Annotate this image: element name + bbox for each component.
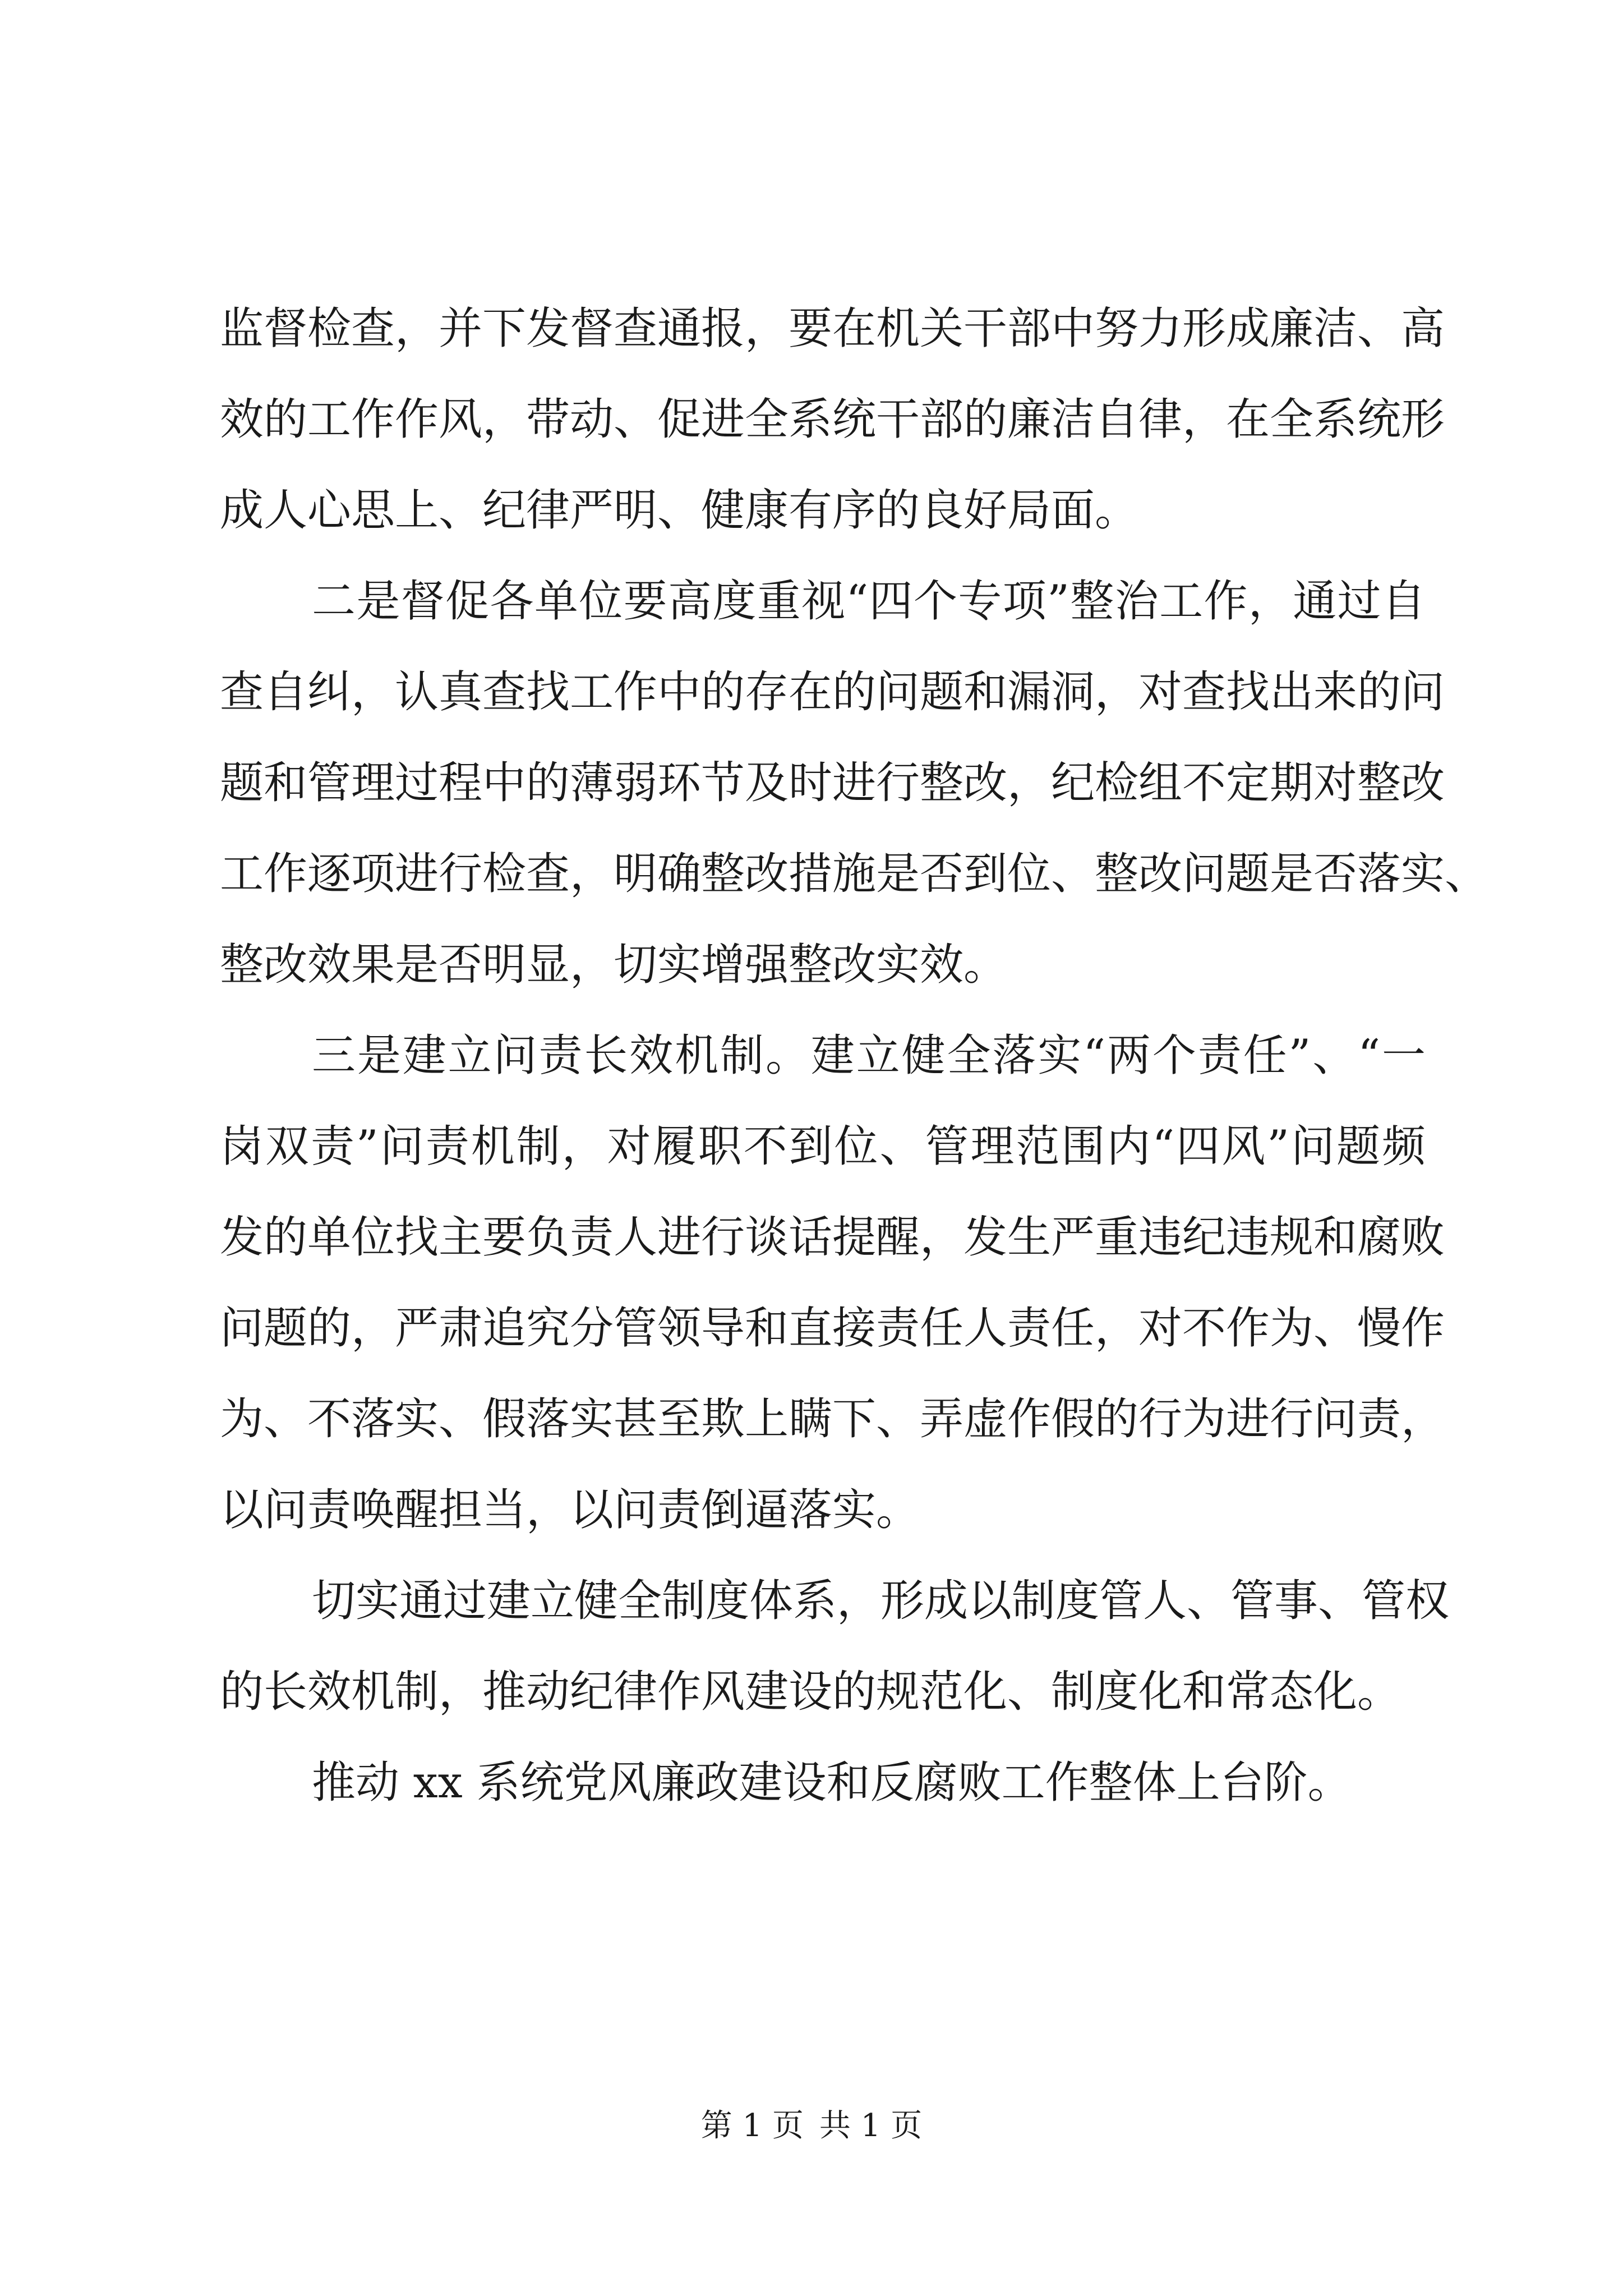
text-line: 的长效机制，推动纪律作风建设的规范化、制度化和常态化。 <box>220 1667 1401 1717</box>
text-line: 整改效果是否明显，切实增强整改实效。 <box>220 940 1008 990</box>
paragraph <box>220 1556 1450 1737</box>
text-line: 效的工作作风，带动、促进全系统干部的廉洁自律，在全系统形 <box>220 394 1445 445</box>
paragraph <box>220 1010 1445 1556</box>
text-line: 切实通过建立健全制度体系，形成以制度管人、管事、管权 <box>312 1576 1450 1626</box>
text-line: 二是督促各单位要高度重视“四个专项”整治工作，通过自 <box>312 576 1426 627</box>
page-number: 第 1 页 <box>700 2108 804 2144</box>
text-line: 推动 xx 系统党风廉政建设和反腐败工作整体上台阶。 <box>312 1757 1352 1808</box>
text-line: 发的单位找主要负责人进行谈话提醒，发生严重违纪违规和腐败 <box>220 1212 1445 1263</box>
paragraph <box>220 556 1489 1010</box>
text-line: 为、不落实、假落实甚至欺上瞒下、弄虚作假的行为进行问责， <box>220 1394 1445 1444</box>
paragraph <box>220 283 1445 556</box>
text-line: 题和管理过程中的薄弱环节及时进行整改，纪检组不定期对整改 <box>220 758 1445 808</box>
text-line: 以问责唤醒担当，以问责倒逼落实。 <box>220 1485 920 1535</box>
text-line: 监督检查，并下发督查通报，要在机关干部中努力形成廉洁、高 <box>220 303 1445 354</box>
paragraph <box>220 1737 1426 1828</box>
text-line: 问题的，严肃追究分管领导和直接责任人责任，对不作为、慢作 <box>220 1303 1445 1354</box>
text-line: 成人心思上、纪律严明、健康有序的良好局面。 <box>220 485 1139 536</box>
text-line: 三是建立问责长效机制。建立健全落实“两个责任”、“一 <box>312 1030 1426 1081</box>
page-total: 共 1 页 <box>819 2108 923 2144</box>
page-footer <box>0 2106 1623 2146</box>
text-line: 工作逐项进行检查，明确整改措施是否到位、整改问题是否落实、 <box>220 849 1489 899</box>
text-line: 岗双责”问责机制，对履职不到位、管理范围内“四风”问题频 <box>220 1121 1426 1172</box>
document-body <box>220 283 1489 1828</box>
text-line: 查自纠，认真查找工作中的存在的问题和漏洞，对查找出来的问 <box>220 667 1445 717</box>
